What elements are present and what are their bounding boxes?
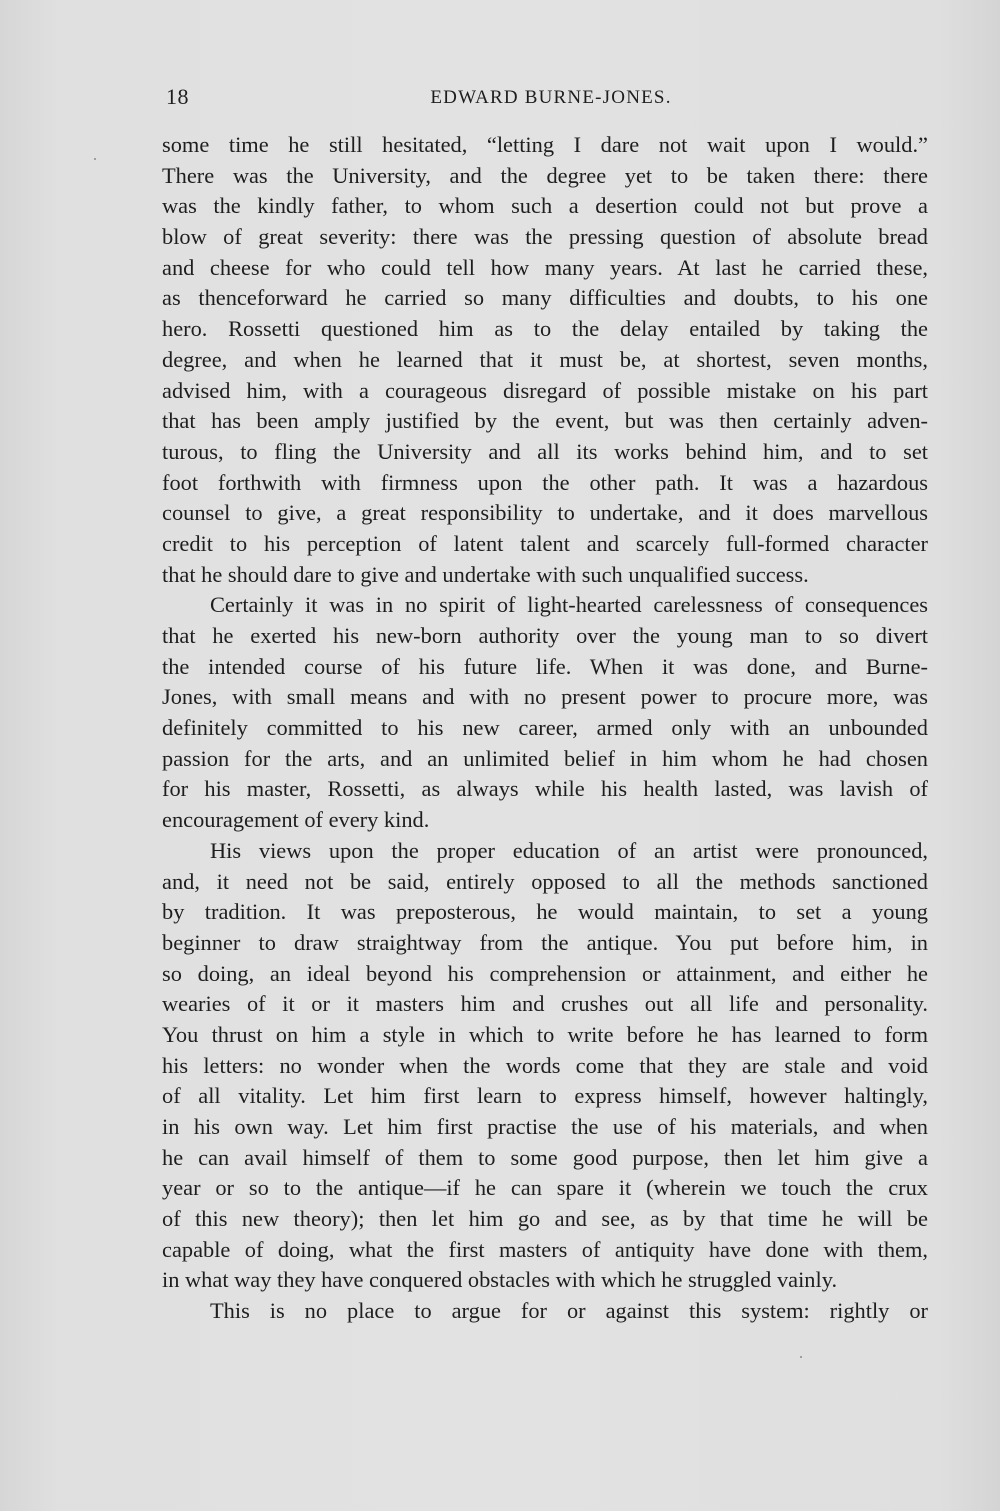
paper-speck (800, 1356, 802, 1358)
text-line: wearies of it or it masters him and crushes out all life and personality. (162, 991, 928, 1017)
text-line: capable of doing, what the first masters of antiquity have done with them, (162, 1236, 928, 1262)
paper-speck (94, 158, 96, 160)
text-line: This is no place to argue for or against this system: rightly or (210, 1298, 928, 1324)
body-text (162, 130, 928, 1327)
text-line: credit to his perception of latent talent and scarcely full-formed character (162, 530, 928, 556)
text-line: that he should dare to give and undertake with such unqualified success. (162, 561, 809, 587)
text-line: encouragement of every kind. (162, 807, 430, 833)
text-line: passion for the arts, and an unlimited belief in him whom he had chosen (162, 745, 928, 771)
text-line: he can avail himself of them to some good purpose, then let him give a (162, 1144, 928, 1170)
running-head: EDWARD BURNE-JONES. (430, 87, 672, 108)
text-line: counsel to give, a great responsibility to undertake, and it does marvellous (162, 500, 928, 526)
page-header (164, 84, 926, 116)
text-line: advised him, with a courageous disregard of possible mistake on his part (162, 377, 928, 403)
text-line: by tradition. It was preposterous, he would maintain, to set a young (162, 899, 928, 925)
paragraph (162, 1296, 928, 1327)
text-line: Jones, with small means and with no present power to procure more, was (162, 684, 928, 710)
text-line: You thrust on him a style in which to write before he has learned to form (162, 1021, 928, 1047)
paragraph (162, 836, 928, 1296)
text-line: in what way they have conquered obstacles with which he struggled vainly. (162, 1267, 838, 1293)
text-line: the intended course of his future life. When it was done, and Burne- (162, 653, 928, 679)
text-line: There was the University, and the degree yet to be taken there: there (162, 162, 928, 188)
text-line: was the kindly father, to whom such a desertion could not but prove a (162, 193, 928, 219)
text-line: so doing, an ideal beyond his comprehension or attainment, and either he (162, 960, 928, 986)
text-line: of all vitality. Let him first learn to express himself, however haltingly, (162, 1083, 928, 1109)
page-number: 18 (166, 84, 189, 109)
text-line: foot forthwith with firmness upon the other path. It was a hazardous (162, 469, 928, 495)
text-line: and cheese for who could tell how many years. At last he carried these, (162, 254, 928, 280)
text-line: that he exerted his new-born authority over the young man to so divert (162, 623, 928, 648)
text-line: His views upon the proper education of an artist were pronounced, (210, 837, 928, 863)
text-line: and, it need not be said, entirely opposed to all the methods sanctioned (162, 868, 928, 894)
text-line: for his master, Rossetti, as always while his health lasted, was lavish of (162, 776, 928, 802)
text-line: hero. Rossetti questioned him as to the delay entailed by taking the (162, 316, 928, 342)
text-line: some time he still hesitated, “letting I dare not wait upon I would.” (162, 132, 928, 157)
text-line: turous, to fling the University and all its works behind him, and to set (162, 438, 928, 464)
text-line: Certainly it was in no spirit of light-hearted carelessness of consequences (210, 592, 928, 618)
text-line: definitely committed to his new career, armed only with an unbounded (162, 715, 928, 741)
text-line: year or so to the antique—if he can spare it (wherein we touch the crux (162, 1175, 928, 1201)
text-line: beginner to draw straightway from the antique. You put before him, in (162, 929, 928, 955)
text-line: his letters: no wonder when the words come that they are stale and void (162, 1052, 928, 1078)
paragraph (162, 590, 928, 836)
text-line: blow of great severity: there was the pressing question of absolute bread (162, 224, 928, 250)
text-line: as thenceforward he carried so many difficulties and doubts, to his one (162, 285, 928, 311)
text-line: in his own way. Let him first practise the use of his materials, and when (162, 1114, 928, 1139)
text-line: degree, and when he learned that it must be, at shortest, seven months, (162, 346, 928, 372)
text-line: that has been amply justified by the event, but was then certainly adven- (162, 408, 928, 434)
text-line: of this new theory); then let him go and see, as by that time he will be (162, 1206, 928, 1232)
paragraph (162, 130, 928, 590)
